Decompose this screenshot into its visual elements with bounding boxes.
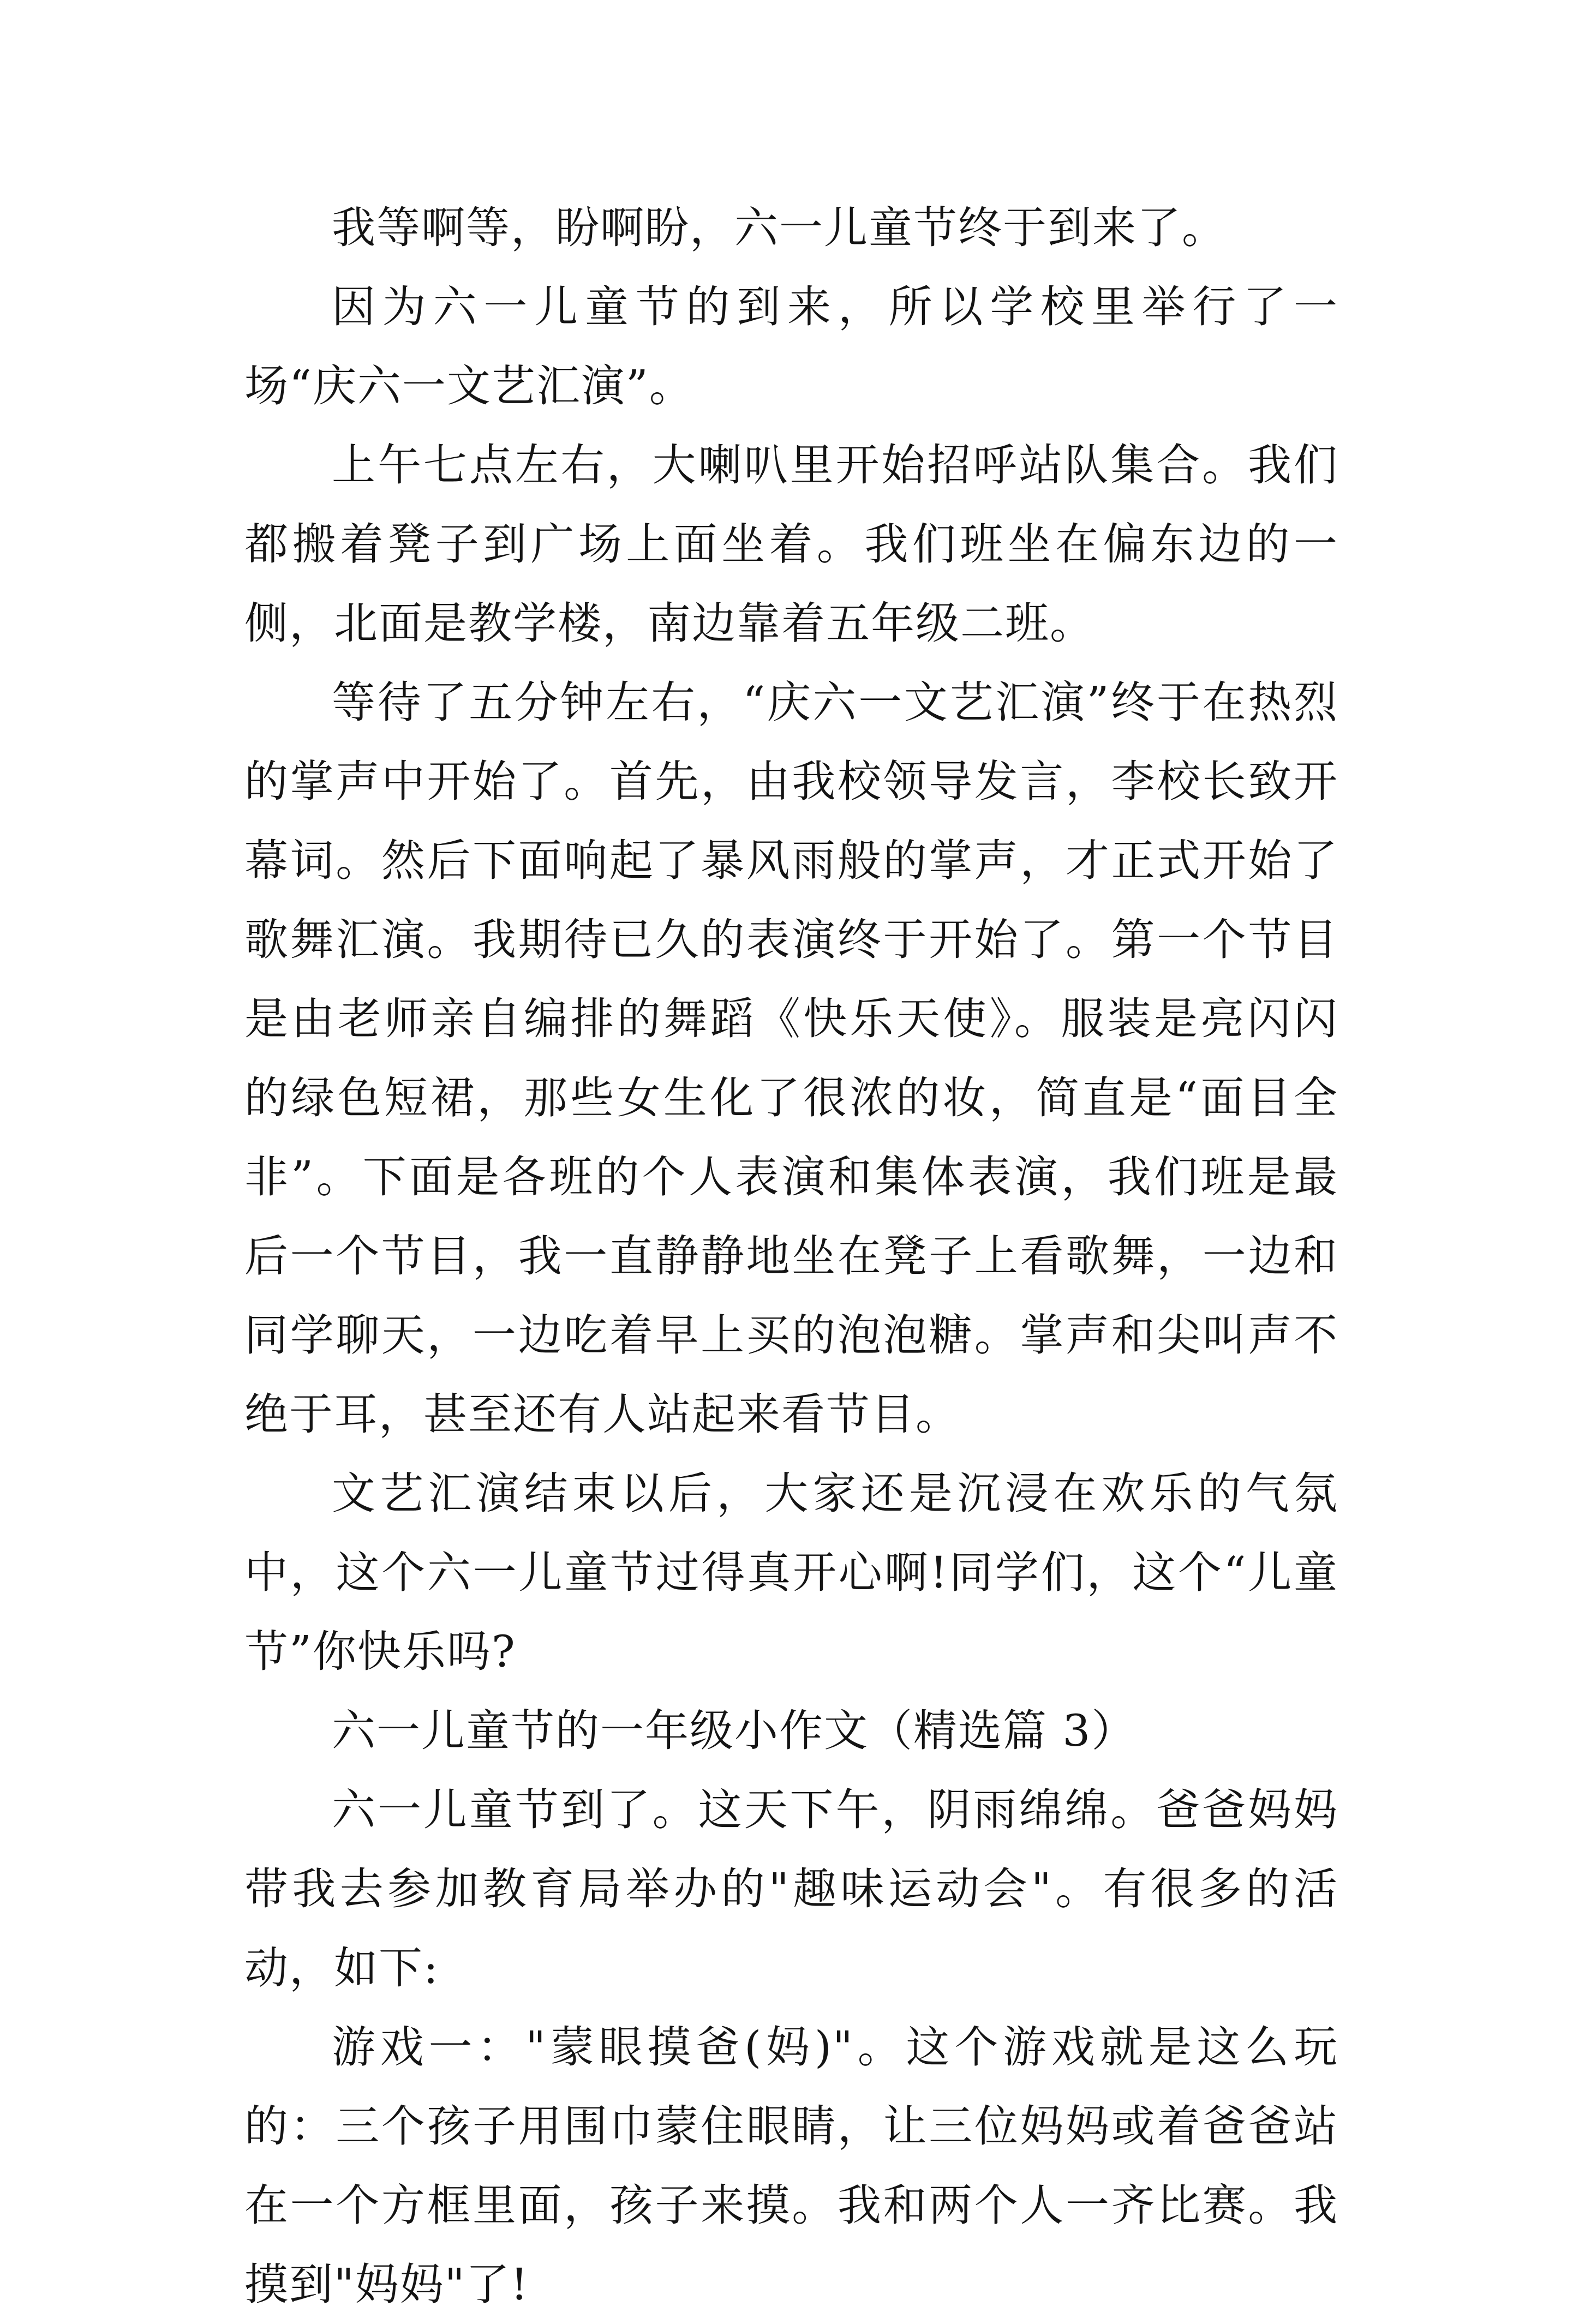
paragraph-5: 文艺汇演结束以后，大家还是沉浸在欢乐的气氛中，这个六一儿童节过得真开心啊!同学们，这个“儿童节”你快乐吗?: [244, 1468, 1338, 1677]
paragraph-7: 游戏一："蒙眼摸爸(妈)"。这个游戏就是这么玩的：三个孩子用围巾蒙住眼睛，让三位妈妈或着爸爸站在一个方框里面，孩子来摸。我和两个人一齐比赛。我摸到"妈妈"了!: [244, 2022, 1338, 2310]
paragraph-4: 等待了五分钟左右，“庆六一文艺汇演”终于在热烈的掌声中开始了。首先，由我校领导发言，李校长致开幕词。然后下面响起了暴风雨般的掌声，才正式开始了歌舞汇演。我期待已久的表演终于开始了。第一个节目是由老师亲自编排的舞蹈《快乐天使》。服装是亮闪闪的绿色短裙，那些女生化了很浓的妆，简直是“面目全非”。下面是各班的个人表演和集体表演，我们班是最后一个节目，我一直静静地坐在凳子上看歌舞，一边和同学聊天，一边吃着早上买的泡泡糖。掌声和尖叫声不绝于耳，甚至还有人站起来看节目。: [244, 677, 1338, 1440]
paragraph-1: 我等啊等，盼啊盼，六一儿童节终于到来了。: [332, 202, 1227, 253]
body-text: [244, 188, 1338, 2324]
section-heading: 六一儿童节的一年级小作文（精选篇 3）: [332, 1705, 1137, 1756]
paragraph-6: 六一儿童节到了。这天下午，阴雨绵绵。爸爸妈妈带我去参加教育局举办的"趣味运动会"。有很多的活动，如下:: [244, 1784, 1338, 1993]
paragraph-2: 因为六一儿童节的到来，所以学校里举行了一场“庆六一文艺汇演”。: [244, 281, 1338, 411]
paragraph-3: 上午七点左右，大喇叭里开始招呼站队集合。我们都搬着凳子到广场上面坐着。我们班坐在偏东边的一侧，北面是教学楼，南边靠着五年级二班。: [244, 440, 1338, 649]
